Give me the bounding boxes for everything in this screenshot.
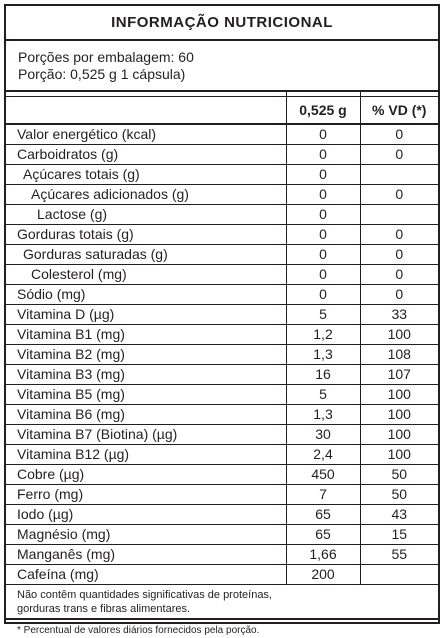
nutrient-amount: 1,66 [286,545,360,565]
column-header-row [6,97,438,125]
nutrient-row [6,345,438,365]
nutrient-dv: 0 [360,124,438,145]
daily-value-footnote: * Percentual de valores diários fornecidos pela porção. [6,618,438,638]
nutrient-amount: 0 [286,265,360,285]
nutrient-dv: 108 [360,345,438,365]
nutrient-amount: 1,3 [286,345,360,365]
portion-size: Porção: 0,525 g 1 cápsula) [18,66,186,82]
nutrient-dv: 55 [360,545,438,565]
nutrient-amount: 0 [286,145,360,165]
nutrient-name: Vitamina B1 (mg) [6,325,286,345]
nutrient-row [6,245,438,265]
nutrient-amount: 0 [286,185,360,205]
nutrient-row [6,525,438,545]
nutrient-row [6,305,438,325]
nutrient-row [6,405,438,425]
nutrient-row [6,545,438,565]
nutrient-name: Cobre (µg) [6,465,286,485]
nutrient-dv: 100 [360,325,438,345]
nutrient-amount: 65 [286,505,360,525]
label-title: INFORMAÇÃO NUTRICIONAL [6,6,438,41]
nutrient-row [6,445,438,465]
nutrient-amount: 0 [286,124,360,145]
nutrient-name: Ferro (mg) [6,485,286,505]
nutrient-name: Vitamina B2 (mg) [6,345,286,365]
nutrient-name: Magnésio (mg) [6,525,286,545]
nutrient-amount: 1,2 [286,325,360,345]
dv-column-header: % VD (*) [360,97,438,125]
nutrient-name: Valor energético (kcal) [6,124,286,145]
nutrient-amount: 1,3 [286,405,360,425]
nutrient-dv: 0 [360,145,438,165]
nutrient-dv: 100 [360,405,438,425]
nutrient-row [6,365,438,385]
insignificant-amounts-note [6,584,438,618]
nutrient-dv: 100 [360,445,438,465]
nutrient-name: Carboidratos (g) [6,145,286,165]
nutrition-facts-label [4,4,440,636]
nutrient-row [6,285,438,305]
nutrient-amount: 7 [286,485,360,505]
nutrient-column-header [6,97,286,125]
nutrient-amount: 0 [286,245,360,265]
nutrient-row [6,565,438,585]
nutrient-name: Manganês (mg) [6,545,286,565]
nutrient-name: Vitamina B12 (µg) [6,445,286,465]
note-line-1: Não contêm quantidades significativas de proteínas, [17,589,272,601]
nutrient-dv: 15 [360,525,438,545]
nutrient-row [6,425,438,445]
nutrient-name: Gorduras totais (g) [6,225,286,245]
nutrient-row [6,124,438,145]
nutrient-name: Iodo (µg) [6,505,286,525]
nutrient-name: Açúcares totais (g) [6,165,286,185]
nutrient-dv: 0 [360,185,438,205]
amount-column-header: 0,525 g [286,97,360,125]
nutrient-row [6,165,438,185]
nutrient-row [6,505,438,525]
nutrient-name: Vitamina B7 (Biotina) (µg) [6,425,286,445]
nutrient-row [6,205,438,225]
nutrient-row [6,225,438,245]
nutrient-amount: 5 [286,305,360,325]
nutrient-amount: 16 [286,365,360,385]
nutrient-dv: 100 [360,385,438,405]
note-line-2: gorduras trans e fibras alimentares. [17,603,191,615]
nutrient-dv [360,165,438,185]
nutrient-name: Açúcares adicionados (g) [6,185,286,205]
serving-info [6,41,438,92]
nutrient-name: Cafeína (mg) [6,565,286,585]
nutrient-dv [360,205,438,225]
nutrient-amount: 2,4 [286,445,360,465]
nutrient-name: Vitamina B6 (mg) [6,405,286,425]
servings-per-package: Porções por embalagem: 60 [18,49,194,65]
nutrient-row [6,265,438,285]
nutrient-name: Vitamina D (µg) [6,305,286,325]
nutrient-amount: 0 [286,285,360,305]
nutrient-name: Sódio (mg) [6,285,286,305]
nutrient-amount: 0 [286,205,360,225]
nutrient-dv: 43 [360,505,438,525]
nutrient-amount: 30 [286,425,360,445]
nutrient-dv: 0 [360,225,438,245]
nutrient-dv: 0 [360,265,438,285]
nutrient-name: Gorduras saturadas (g) [6,245,286,265]
nutrient-row [6,325,438,345]
nutrition-table [6,92,438,584]
nutrient-dv: 50 [360,485,438,505]
nutrient-dv: 0 [360,285,438,305]
nutrient-amount: 450 [286,465,360,485]
nutrient-name: Vitamina B3 (mg) [6,365,286,385]
nutrient-amount: 200 [286,565,360,585]
nutrient-dv [360,565,438,585]
nutrient-row [6,465,438,485]
nutrient-name: Colesterol (mg) [6,265,286,285]
nutrient-row [6,145,438,165]
nutrient-name: Vitamina B5 (mg) [6,385,286,405]
nutrient-amount: 5 [286,385,360,405]
nutrient-dv: 107 [360,365,438,385]
nutrient-dv: 33 [360,305,438,325]
nutrient-dv: 50 [360,465,438,485]
nutrient-name: Lactose (g) [6,205,286,225]
nutrient-row [6,185,438,205]
nutrient-row [6,385,438,405]
nutrient-amount: 65 [286,525,360,545]
nutrient-row [6,485,438,505]
nutrient-amount: 0 [286,225,360,245]
nutrient-dv: 0 [360,245,438,265]
nutrient-amount: 0 [286,165,360,185]
nutrient-dv: 100 [360,425,438,445]
